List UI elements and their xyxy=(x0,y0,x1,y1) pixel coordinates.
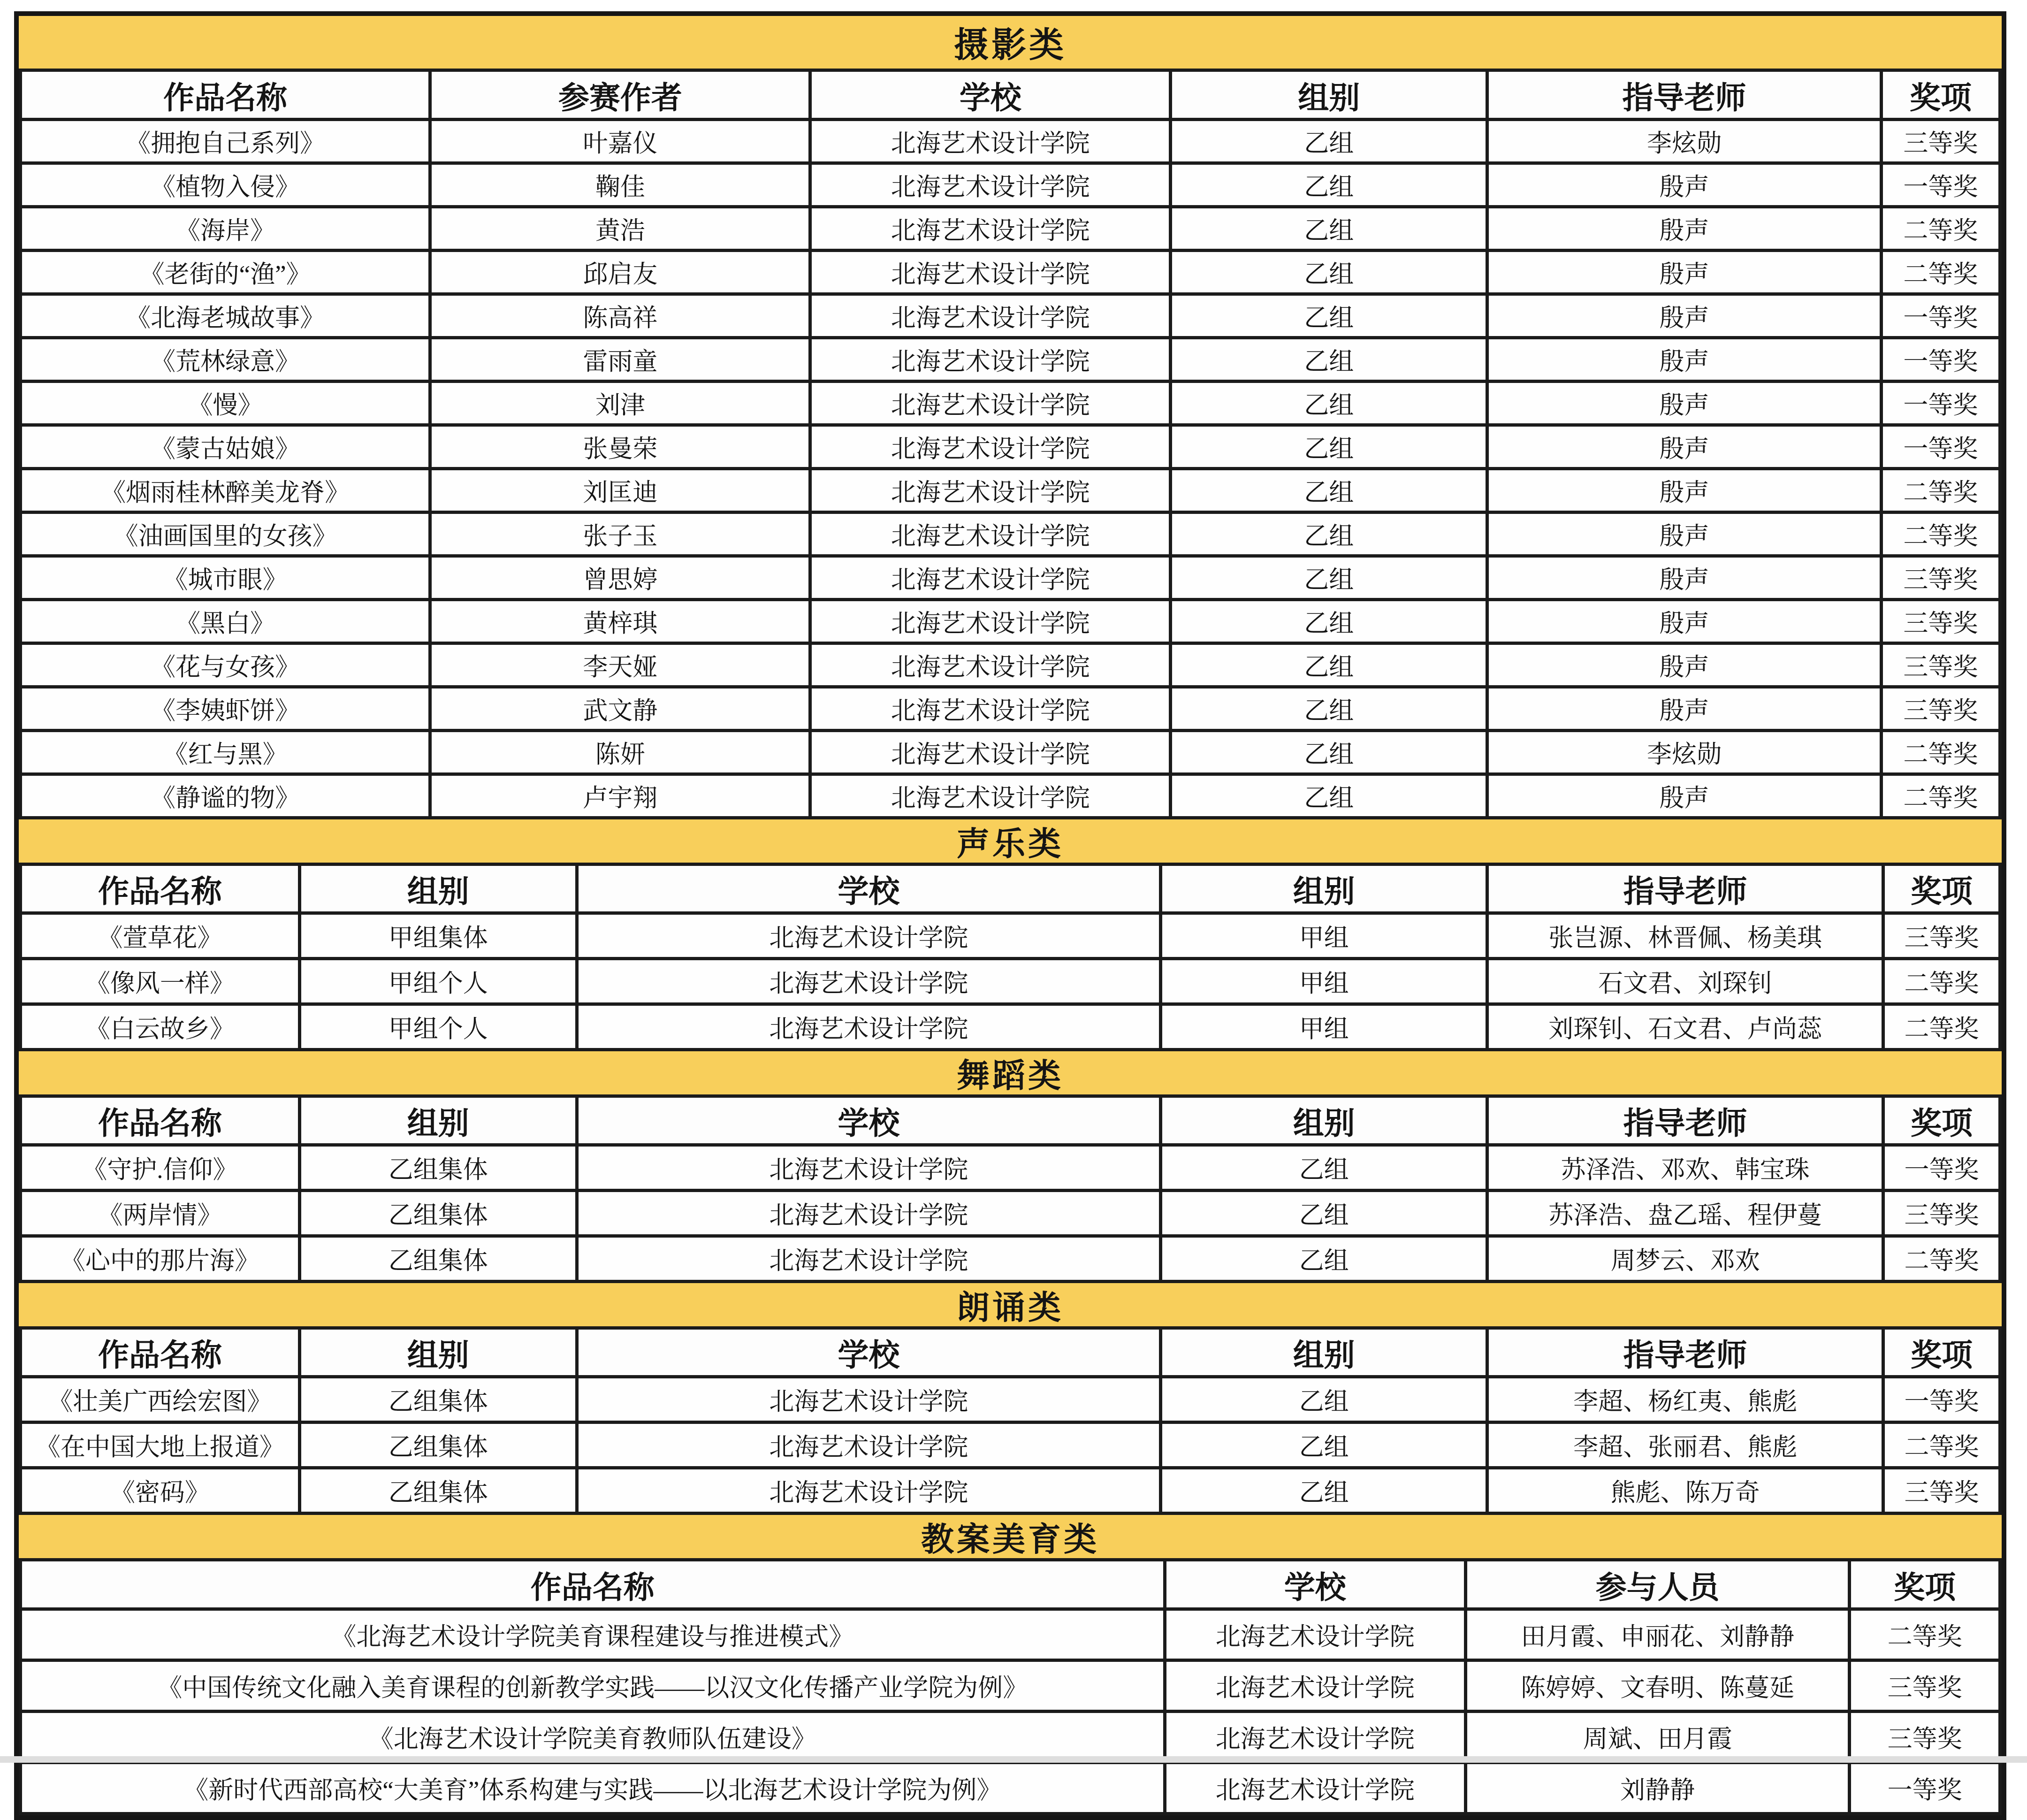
column-header: 指导老师 xyxy=(1487,864,1883,913)
table-cell: 北海艺术设计学院 xyxy=(810,251,1171,294)
table-cell: 北海艺术设计学院 xyxy=(577,1468,1161,1514)
table-cell: 《白云故乡》 xyxy=(21,1004,300,1050)
column-header: 作品名称 xyxy=(21,1560,1165,1609)
table-cell: 二等奖 xyxy=(1883,1236,2000,1282)
table-cell: 乙组 xyxy=(1171,512,1487,556)
table-cell: 乙组 xyxy=(1171,251,1487,294)
table-row xyxy=(21,207,2000,251)
table-cell: 北海艺术设计学院 xyxy=(577,1422,1161,1468)
table-cell: 《城市眼》 xyxy=(21,556,430,600)
table-cell: 北海艺术设计学院 xyxy=(1165,1660,1465,1712)
table-cell: 乙组 xyxy=(1171,643,1487,687)
table-cell: 乙组 xyxy=(1161,1191,1487,1236)
table-cell: 《两岸情》 xyxy=(21,1191,300,1236)
table-cell: 乙组 xyxy=(1161,1468,1487,1514)
table-cell: 殷声 xyxy=(1487,512,1882,556)
table-cell: 《植物入侵》 xyxy=(21,163,430,207)
table-row xyxy=(21,1609,2000,1660)
table-cell: 北海艺术设计学院 xyxy=(810,512,1171,556)
table-cell: 二等奖 xyxy=(1883,1422,2000,1468)
table-cell: 一等奖 xyxy=(1881,294,2000,338)
table-cell: 《红与黑》 xyxy=(21,731,430,774)
table-cell: 乙组集体 xyxy=(299,1377,577,1422)
table-row xyxy=(21,774,2000,818)
column-header: 奖项 xyxy=(1883,1328,2000,1377)
table-row xyxy=(21,469,2000,512)
table-cell: 三等奖 xyxy=(1881,600,2000,643)
table-cell: 《烟雨桂林醉美龙脊》 xyxy=(21,469,430,512)
table-row xyxy=(21,251,2000,294)
table-cell: 北海艺术设计学院 xyxy=(810,687,1171,731)
table-cell: 《静谧的物》 xyxy=(21,774,430,818)
table-cell: 三等奖 xyxy=(1850,1712,2000,1763)
table-row xyxy=(21,294,2000,338)
table-cell: 一等奖 xyxy=(1881,163,2000,207)
table-row xyxy=(21,731,2000,774)
table-cell: 石文君、刘琛钊 xyxy=(1487,959,1883,1004)
table-row xyxy=(21,600,2000,643)
table-cell: 一等奖 xyxy=(1881,338,2000,382)
table-cell: 北海艺术设计学院 xyxy=(577,1191,1161,1236)
table-cell: 一等奖 xyxy=(1881,382,2000,425)
table-row xyxy=(21,1422,2000,1468)
header-row xyxy=(21,1096,2000,1145)
table-cell: 《荒林绿意》 xyxy=(21,338,430,382)
table-cell: 三等奖 xyxy=(1850,1660,2000,1712)
section-table xyxy=(19,1094,2002,1283)
table-cell: 乙组集体 xyxy=(299,1468,577,1514)
table-cell: 《拥抱自己系列》 xyxy=(21,120,430,163)
table-cell: 《慢》 xyxy=(21,382,430,425)
table-cell: 北海艺术设计学院 xyxy=(810,425,1171,469)
table-cell: 三等奖 xyxy=(1881,120,2000,163)
table-cell: 二等奖 xyxy=(1881,251,2000,294)
table-cell: 甲组 xyxy=(1161,1004,1487,1050)
section-table xyxy=(19,1558,2002,1815)
table-cell: 苏泽浩、盘乙瑶、程伊蔓 xyxy=(1487,1191,1883,1236)
table-cell: 北海艺术设计学院 xyxy=(1165,1712,1465,1763)
table-cell: 《北海艺术设计学院美育教师队伍建设》 xyxy=(21,1712,1165,1763)
table-cell: 北海艺术设计学院 xyxy=(1165,1609,1465,1660)
section-band: 舞蹈类 xyxy=(19,1051,2002,1094)
column-header: 作品名称 xyxy=(21,1328,300,1377)
column-header: 作品名称 xyxy=(21,864,300,913)
column-header: 组别 xyxy=(1161,1328,1487,1377)
table-cell: 刘琛钊、石文君、卢尚蕊 xyxy=(1487,1004,1883,1050)
table-cell: 《中国传统文化融入美育课程的创新教学实践——以汉文化传播产业学院为例》 xyxy=(21,1660,1165,1712)
table-row xyxy=(21,1191,2000,1236)
table-cell: 张子玉 xyxy=(430,512,810,556)
table-cell: 一等奖 xyxy=(1881,425,2000,469)
section-band: 教案美育类 xyxy=(19,1515,2002,1558)
column-header: 组别 xyxy=(299,864,577,913)
table-cell: 殷声 xyxy=(1487,251,1882,294)
table-cell: 乙组集体 xyxy=(299,1236,577,1282)
table-cell: 三等奖 xyxy=(1883,1468,2000,1514)
table-cell: 乙组 xyxy=(1161,1236,1487,1282)
section-table xyxy=(19,863,2002,1051)
table-cell: 《新时代西部高校“大美育”体系构建与实践——以北海艺术设计学院为例》 xyxy=(21,1763,1165,1814)
table-cell: 《海岸》 xyxy=(21,207,430,251)
table-cell: 刘津 xyxy=(430,382,810,425)
table-row xyxy=(21,425,2000,469)
table-cell: 甲组个人 xyxy=(299,959,577,1004)
table-cell: 殷声 xyxy=(1487,643,1882,687)
table-cell: 一等奖 xyxy=(1883,1377,2000,1422)
table-cell: 北海艺术设计学院 xyxy=(810,207,1171,251)
table-cell: 北海艺术设计学院 xyxy=(577,1145,1161,1191)
table-cell: 乙组 xyxy=(1171,774,1487,818)
column-header: 学校 xyxy=(1165,1560,1465,1609)
table-cell: 三等奖 xyxy=(1881,556,2000,600)
column-header: 学校 xyxy=(810,70,1171,120)
table-cell: 乙组集体 xyxy=(299,1145,577,1191)
table-cell: 三等奖 xyxy=(1883,1191,2000,1236)
table-cell: 《密码》 xyxy=(21,1468,300,1514)
table-cell: 乙组 xyxy=(1171,600,1487,643)
column-header: 学校 xyxy=(577,1096,1161,1145)
table-cell: 《蒙古姑娘》 xyxy=(21,425,430,469)
column-header: 奖项 xyxy=(1850,1560,2000,1609)
table-cell: 苏泽浩、邓欢、韩宝珠 xyxy=(1487,1145,1883,1191)
table-cell: 乙组 xyxy=(1171,120,1487,163)
column-header: 参与人员 xyxy=(1465,1560,1849,1609)
table-cell: 《像风一样》 xyxy=(21,959,300,1004)
table-cell: 黄梓琪 xyxy=(430,600,810,643)
table-cell: 殷声 xyxy=(1487,556,1882,600)
table-cell: 殷声 xyxy=(1487,774,1882,818)
table-cell: 邱启友 xyxy=(430,251,810,294)
table-cell: 乙组 xyxy=(1161,1145,1487,1191)
column-header: 指导老师 xyxy=(1487,70,1882,120)
section-band: 声乐类 xyxy=(19,819,2002,863)
table-cell: 北海艺术设计学院 xyxy=(810,338,1171,382)
table-cell: 二等奖 xyxy=(1881,731,2000,774)
column-header: 组别 xyxy=(299,1096,577,1145)
table-cell: 刘静静 xyxy=(1465,1763,1849,1814)
table-cell: 陈妍 xyxy=(430,731,810,774)
table-cell: 北海艺术设计学院 xyxy=(810,774,1171,818)
table-cell: 曾思婷 xyxy=(430,556,810,600)
header-row xyxy=(21,864,2000,913)
column-header: 奖项 xyxy=(1883,864,2000,913)
page-bottom-strip xyxy=(0,1756,2027,1763)
table-cell: 刘匡迪 xyxy=(430,469,810,512)
table-cell: 乙组 xyxy=(1161,1422,1487,1468)
table-cell: 李超、张丽君、熊彪 xyxy=(1487,1422,1883,1468)
table-cell: 北海艺术设计学院 xyxy=(810,294,1171,338)
table-cell: 张岂源、林晋佩、杨美琪 xyxy=(1487,913,1883,959)
table-row xyxy=(21,1145,2000,1191)
table-cell: 北海艺术设计学院 xyxy=(1165,1763,1465,1814)
table-cell: 北海艺术设计学院 xyxy=(810,469,1171,512)
table-cell: 北海艺术设计学院 xyxy=(810,163,1171,207)
table-cell: 《花与女孩》 xyxy=(21,643,430,687)
table-cell: 甲组 xyxy=(1161,959,1487,1004)
table-cell: 乙组 xyxy=(1171,382,1487,425)
table-cell: 殷声 xyxy=(1487,294,1882,338)
table-row xyxy=(21,163,2000,207)
table-cell: 田月霞、申丽花、刘静静 xyxy=(1465,1609,1849,1660)
table-cell: 殷声 xyxy=(1487,207,1882,251)
table-cell: 乙组集体 xyxy=(299,1191,577,1236)
column-header: 奖项 xyxy=(1883,1096,2000,1145)
table-row xyxy=(21,382,2000,425)
table-cell: 周斌、田月霞 xyxy=(1465,1712,1849,1763)
table-cell: 《萱草花》 xyxy=(21,913,300,959)
table-cell: 殷声 xyxy=(1487,163,1882,207)
table-cell: 二等奖 xyxy=(1881,207,2000,251)
table-cell: 北海艺术设计学院 xyxy=(810,643,1171,687)
table-cell: 殷声 xyxy=(1487,687,1882,731)
table-cell: 陈婷婷、文春明、陈蔓延 xyxy=(1465,1660,1849,1712)
table-cell: 北海艺术设计学院 xyxy=(810,556,1171,600)
column-header: 学校 xyxy=(577,1328,1161,1377)
table-row xyxy=(21,120,2000,163)
table-cell: 三等奖 xyxy=(1883,913,2000,959)
table-row xyxy=(21,1763,2000,1814)
table-cell: 李炫勋 xyxy=(1487,731,1882,774)
table-cell: 《在中国大地上报道》 xyxy=(21,1422,300,1468)
column-header: 学校 xyxy=(577,864,1161,913)
table-cell: 周梦云、邓欢 xyxy=(1487,1236,1883,1282)
table-row xyxy=(21,1660,2000,1712)
table-cell: 北海艺术设计学院 xyxy=(577,913,1161,959)
table-cell: 陈高祥 xyxy=(430,294,810,338)
column-header: 作品名称 xyxy=(21,1096,300,1145)
table-row xyxy=(21,1236,2000,1282)
table-row xyxy=(21,687,2000,731)
table-row xyxy=(21,643,2000,687)
table-row xyxy=(21,1468,2000,1514)
table-cell: 《壮美广西绘宏图》 xyxy=(21,1377,300,1422)
awards-spreadsheet xyxy=(14,11,2006,1820)
table-cell: 殷声 xyxy=(1487,425,1882,469)
column-header: 指导老师 xyxy=(1487,1328,1883,1377)
header-row xyxy=(21,70,2000,120)
column-header: 组别 xyxy=(1161,1096,1487,1145)
table-cell: 北海艺术设计学院 xyxy=(810,120,1171,163)
column-header: 指导老师 xyxy=(1487,1096,1883,1145)
table-cell: 《老街的“渔”》 xyxy=(21,251,430,294)
table-cell: 二等奖 xyxy=(1881,774,2000,818)
table-cell: 二等奖 xyxy=(1883,959,2000,1004)
table-cell: 乙组 xyxy=(1171,338,1487,382)
column-header: 作品名称 xyxy=(21,70,430,120)
table-cell: 乙组 xyxy=(1171,425,1487,469)
table-cell: 甲组个人 xyxy=(299,1004,577,1050)
table-cell: 熊彪、陈万奇 xyxy=(1487,1468,1883,1514)
table-row xyxy=(21,512,2000,556)
table-cell: 《北海艺术设计学院美育课程建设与推进模式》 xyxy=(21,1609,1165,1660)
table-cell: 卢宇翔 xyxy=(430,774,810,818)
table-cell: 《油画国里的女孩》 xyxy=(21,512,430,556)
table-cell: 殷声 xyxy=(1487,600,1882,643)
table-cell: 鞠佳 xyxy=(430,163,810,207)
section-table xyxy=(19,69,2002,819)
table-cell: 北海艺术设计学院 xyxy=(577,1377,1161,1422)
table-cell: 一等奖 xyxy=(1883,1145,2000,1191)
table-cell: 乙组 xyxy=(1161,1377,1487,1422)
column-header: 奖项 xyxy=(1881,70,2000,120)
table-cell: 殷声 xyxy=(1487,338,1882,382)
table-cell: 李超、杨红夷、熊彪 xyxy=(1487,1377,1883,1422)
table-cell: 《守护.信仰》 xyxy=(21,1145,300,1191)
table-cell: 李天娅 xyxy=(430,643,810,687)
column-header: 参赛作者 xyxy=(430,70,810,120)
column-header: 组别 xyxy=(1171,70,1487,120)
table-cell: 李炫勋 xyxy=(1487,120,1882,163)
column-header: 组别 xyxy=(1161,864,1487,913)
table-cell: 乙组 xyxy=(1171,207,1487,251)
table-cell: 《北海老城故事》 xyxy=(21,294,430,338)
table-cell: 甲组 xyxy=(1161,913,1487,959)
table-row xyxy=(21,338,2000,382)
table-cell: 二等奖 xyxy=(1850,1609,2000,1660)
section-band: 摄影类 xyxy=(19,16,2002,69)
table-cell: 北海艺术设计学院 xyxy=(810,382,1171,425)
header-row xyxy=(21,1328,2000,1377)
table-row xyxy=(21,1377,2000,1422)
section-table xyxy=(19,1326,2002,1515)
table-cell: 《李姨虾饼》 xyxy=(21,687,430,731)
table-row xyxy=(21,959,2000,1004)
table-row xyxy=(21,913,2000,959)
table-row xyxy=(21,1712,2000,1763)
table-cell: 乙组集体 xyxy=(299,1422,577,1468)
header-row xyxy=(21,1560,2000,1609)
table-cell: 黄浩 xyxy=(430,207,810,251)
table-cell: 甲组集体 xyxy=(299,913,577,959)
table-cell: 北海艺术设计学院 xyxy=(810,731,1171,774)
table-cell: 北海艺术设计学院 xyxy=(577,1236,1161,1282)
table-cell: 武文静 xyxy=(430,687,810,731)
table-cell: 北海艺术设计学院 xyxy=(577,1004,1161,1050)
table-cell: 乙组 xyxy=(1171,163,1487,207)
table-cell: 雷雨童 xyxy=(430,338,810,382)
table-cell: 三等奖 xyxy=(1881,687,2000,731)
table-cell: 乙组 xyxy=(1171,469,1487,512)
table-cell: 二等奖 xyxy=(1883,1004,2000,1050)
table-cell: 殷声 xyxy=(1487,469,1882,512)
column-header: 组别 xyxy=(299,1328,577,1377)
table-cell: 《心中的那片海》 xyxy=(21,1236,300,1282)
table-cell: 乙组 xyxy=(1171,731,1487,774)
table-cell: 北海艺术设计学院 xyxy=(577,959,1161,1004)
table-cell: 乙组 xyxy=(1171,294,1487,338)
table-cell: 二等奖 xyxy=(1881,512,2000,556)
table-row xyxy=(21,556,2000,600)
table-cell: 乙组 xyxy=(1171,687,1487,731)
table-row xyxy=(21,1004,2000,1050)
table-cell: 一等奖 xyxy=(1850,1763,2000,1814)
section-band: 朗诵类 xyxy=(19,1283,2002,1326)
table-cell: 乙组 xyxy=(1171,556,1487,600)
table-cell: 北海艺术设计学院 xyxy=(810,600,1171,643)
table-cell: 二等奖 xyxy=(1881,469,2000,512)
table-cell: 《黑白》 xyxy=(21,600,430,643)
table-cell: 张曼荣 xyxy=(430,425,810,469)
table-cell: 殷声 xyxy=(1487,382,1882,425)
table-cell: 三等奖 xyxy=(1881,643,2000,687)
table-cell: 叶嘉仪 xyxy=(430,120,810,163)
